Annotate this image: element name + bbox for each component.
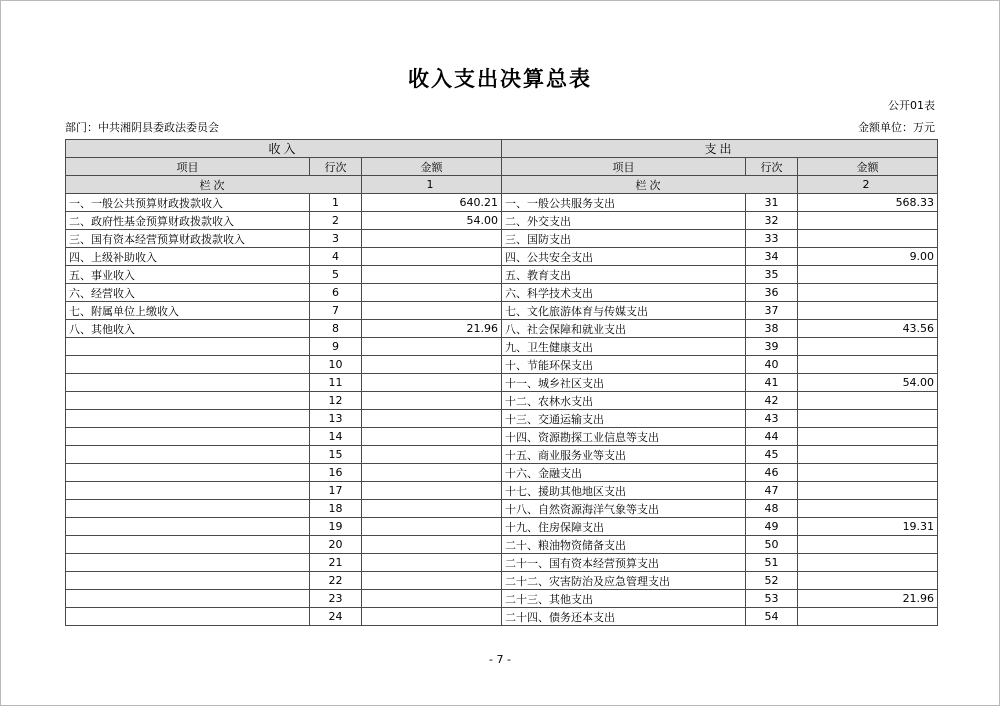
table-row: [66, 446, 938, 464]
cell-expense-row: 36: [746, 284, 798, 302]
column-header-expense-row: 行次: [746, 158, 798, 176]
cell-expense-amount: [798, 212, 938, 230]
table-row: [66, 266, 938, 284]
cell-expense-amount: [798, 284, 938, 302]
meta-row: [65, 119, 935, 135]
table-row: [66, 554, 938, 572]
cell-income-item: [66, 590, 310, 608]
budget-table: [65, 139, 938, 626]
cell-income-item: [66, 572, 310, 590]
table-row: [66, 284, 938, 302]
cell-expense-item: 十一、城乡社区支出: [502, 374, 746, 392]
cell-income-amount: [362, 554, 502, 572]
lane-label-income: 栏次: [66, 176, 362, 194]
cell-expense-item: 十四、资源勘探工业信息等支出: [502, 428, 746, 446]
sheet-label: 公开01表: [888, 99, 935, 112]
cell-expense-amount: 21.96: [798, 590, 938, 608]
cell-expense-row: 31: [746, 194, 798, 212]
cell-expense-item: 二十、粮油物资储备支出: [502, 536, 746, 554]
cell-income-amount: [362, 266, 502, 284]
cell-expense-amount: [798, 446, 938, 464]
department-label: 部门：中共湘阴县委政法委员会: [65, 121, 219, 134]
cell-income-row: 20: [310, 536, 362, 554]
table-row: [66, 536, 938, 554]
cell-expense-amount: [798, 572, 938, 590]
table-row: [66, 518, 938, 536]
table-row: [66, 212, 938, 230]
cell-income-item: [66, 536, 310, 554]
cell-income-row: 12: [310, 392, 362, 410]
cell-expense-item: 十二、农林水支出: [502, 392, 746, 410]
cell-expense-row: 51: [746, 554, 798, 572]
cell-expense-amount: [798, 356, 938, 374]
cell-expense-item: 六、科学技术支出: [502, 284, 746, 302]
cell-income-item: [66, 392, 310, 410]
cell-expense-amount: 43.56: [798, 320, 938, 338]
group-header-income: 收入: [66, 140, 502, 158]
cell-expense-row: 40: [746, 356, 798, 374]
table-row: [66, 356, 938, 374]
page-title: 收入支出决算总表: [408, 67, 592, 91]
cell-expense-row: 35: [746, 266, 798, 284]
group-header-expense: 支出: [502, 140, 938, 158]
cell-expense-item: 八、社会保障和就业支出: [502, 320, 746, 338]
cell-income-item: 三、国有资本经营预算财政拨款收入: [66, 230, 310, 248]
cell-income-item: [66, 500, 310, 518]
cell-income-amount: [362, 518, 502, 536]
cell-income-amount: [362, 230, 502, 248]
cell-expense-amount: [798, 464, 938, 482]
cell-expense-item: 十五、商业服务业等支出: [502, 446, 746, 464]
cell-expense-item: 四、公共安全支出: [502, 248, 746, 266]
cell-expense-amount: 54.00: [798, 374, 938, 392]
column-header-income-item: 项目: [66, 158, 310, 176]
unit-label: 金额单位：万元: [858, 121, 935, 134]
cell-expense-amount: 19.31: [798, 518, 938, 536]
cell-expense-row: 54: [746, 608, 798, 626]
cell-expense-row: 33: [746, 230, 798, 248]
cell-income-item: [66, 428, 310, 446]
lane-label-expense: 栏次: [502, 176, 798, 194]
cell-expense-item: 二十一、国有资本经营预算支出: [502, 554, 746, 572]
table-row: [66, 392, 938, 410]
cell-expense-row: 41: [746, 374, 798, 392]
cell-income-amount: [362, 392, 502, 410]
cell-income-amount: [362, 248, 502, 266]
table-row: [66, 590, 938, 608]
cell-income-amount: 640.21: [362, 194, 502, 212]
cell-income-item: [66, 374, 310, 392]
cell-income-row: 10: [310, 356, 362, 374]
cell-expense-item: 十、节能环保支出: [502, 356, 746, 374]
cell-expense-amount: [798, 500, 938, 518]
cell-income-amount: [362, 482, 502, 500]
cell-income-item: 七、附属单位上缴收入: [66, 302, 310, 320]
cell-expense-amount: [798, 266, 938, 284]
cell-expense-row: 39: [746, 338, 798, 356]
cell-expense-row: 38: [746, 320, 798, 338]
cell-income-amount: [362, 356, 502, 374]
table-row: [66, 302, 938, 320]
table-row: [66, 500, 938, 518]
cell-expense-item: 七、文化旅游体育与传媒支出: [502, 302, 746, 320]
table-row: [66, 194, 938, 212]
column-header-income-row: 行次: [310, 158, 362, 176]
cell-income-item: [66, 608, 310, 626]
table-row: [66, 572, 938, 590]
table-lane-row: [66, 176, 938, 194]
table-row: [66, 230, 938, 248]
cell-income-row: 2: [310, 212, 362, 230]
cell-income-amount: [362, 572, 502, 590]
cell-income-item: [66, 410, 310, 428]
lane-number-income: 1: [362, 176, 502, 194]
cell-expense-item: 二十四、债务还本支出: [502, 608, 746, 626]
cell-income-item: [66, 518, 310, 536]
cell-income-item: [66, 554, 310, 572]
cell-expense-item: 十九、住房保障支出: [502, 518, 746, 536]
cell-expense-row: 45: [746, 446, 798, 464]
cell-income-row: 24: [310, 608, 362, 626]
table-row: [66, 464, 938, 482]
table-row: [66, 320, 938, 338]
cell-income-amount: [362, 410, 502, 428]
cell-expense-amount: 568.33: [798, 194, 938, 212]
cell-income-amount: [362, 284, 502, 302]
cell-expense-amount: 9.00: [798, 248, 938, 266]
column-header-expense-item: 项目: [502, 158, 746, 176]
cell-expense-row: 42: [746, 392, 798, 410]
cell-expense-item: 二十二、灾害防治及应急管理支出: [502, 572, 746, 590]
cell-expense-amount: [798, 482, 938, 500]
cell-income-amount: [362, 590, 502, 608]
cell-income-item: [66, 338, 310, 356]
table-row: [66, 428, 938, 446]
cell-income-row: 7: [310, 302, 362, 320]
cell-income-amount: [362, 374, 502, 392]
cell-income-row: 9: [310, 338, 362, 356]
cell-expense-row: 47: [746, 482, 798, 500]
cell-income-row: 15: [310, 446, 362, 464]
column-header-income-amount: 金额: [362, 158, 502, 176]
cell-income-item: 五、事业收入: [66, 266, 310, 284]
cell-expense-item: 一、一般公共服务支出: [502, 194, 746, 212]
cell-expense-row: 37: [746, 302, 798, 320]
cell-income-row: 8: [310, 320, 362, 338]
cell-income-row: 6: [310, 284, 362, 302]
cell-expense-item: 二、外交支出: [502, 212, 746, 230]
cell-expense-amount: [798, 392, 938, 410]
cell-expense-amount: [798, 410, 938, 428]
cell-income-amount: [362, 608, 502, 626]
cell-expense-item: 二十三、其他支出: [502, 590, 746, 608]
cell-income-row: 18: [310, 500, 362, 518]
table-column-header-row: [66, 158, 938, 176]
cell-income-row: 23: [310, 590, 362, 608]
cell-expense-amount: [798, 230, 938, 248]
column-header-expense-amount: 金额: [798, 158, 938, 176]
cell-expense-amount: [798, 302, 938, 320]
table-row: [66, 248, 938, 266]
cell-expense-row: 44: [746, 428, 798, 446]
cell-income-row: 1: [310, 194, 362, 212]
cell-expense-amount: [798, 536, 938, 554]
cell-income-row: 21: [310, 554, 362, 572]
cell-income-item: 四、上级补助收入: [66, 248, 310, 266]
cell-income-row: 16: [310, 464, 362, 482]
cell-income-item: [66, 356, 310, 374]
cell-income-amount: [362, 536, 502, 554]
table-row: [66, 374, 938, 392]
cell-expense-row: 50: [746, 536, 798, 554]
cell-income-amount: 21.96: [362, 320, 502, 338]
cell-expense-amount: [798, 428, 938, 446]
cell-expense-row: 32: [746, 212, 798, 230]
cell-expense-item: 九、卫生健康支出: [502, 338, 746, 356]
cell-income-amount: [362, 428, 502, 446]
cell-income-amount: [362, 338, 502, 356]
cell-expense-item: 十六、金融支出: [502, 464, 746, 482]
cell-income-row: 13: [310, 410, 362, 428]
page-number: - 7 -: [489, 653, 511, 666]
cell-income-row: 14: [310, 428, 362, 446]
table-row: [66, 338, 938, 356]
cell-income-item: [66, 464, 310, 482]
cell-income-row: 11: [310, 374, 362, 392]
cell-income-amount: [362, 464, 502, 482]
cell-expense-amount: [798, 608, 938, 626]
cell-expense-item: 十七、援助其他地区支出: [502, 482, 746, 500]
table-row: [66, 410, 938, 428]
cell-income-amount: [362, 500, 502, 518]
cell-expense-row: 46: [746, 464, 798, 482]
table-row: [66, 608, 938, 626]
cell-expense-amount: [798, 554, 938, 572]
cell-income-item: [66, 446, 310, 464]
cell-income-row: 3: [310, 230, 362, 248]
cell-expense-row: 43: [746, 410, 798, 428]
cell-income-row: 19: [310, 518, 362, 536]
cell-expense-row: 48: [746, 500, 798, 518]
cell-income-amount: [362, 446, 502, 464]
cell-expense-amount: [798, 338, 938, 356]
cell-income-item: 二、政府性基金预算财政拨款收入: [66, 212, 310, 230]
cell-income-row: 17: [310, 482, 362, 500]
cell-expense-item: 五、教育支出: [502, 266, 746, 284]
cell-expense-row: 53: [746, 590, 798, 608]
cell-expense-row: 49: [746, 518, 798, 536]
cell-income-row: 22: [310, 572, 362, 590]
cell-expense-item: 三、国防支出: [502, 230, 746, 248]
cell-income-amount: [362, 302, 502, 320]
cell-expense-row: 34: [746, 248, 798, 266]
cell-income-row: 5: [310, 266, 362, 284]
cell-income-item: [66, 482, 310, 500]
cell-income-item: 六、经营收入: [66, 284, 310, 302]
cell-income-row: 4: [310, 248, 362, 266]
cell-expense-item: 十三、交通运输支出: [502, 410, 746, 428]
cell-expense-item: 十八、自然资源海洋气象等支出: [502, 500, 746, 518]
table-group-header-row: [66, 140, 938, 158]
cell-income-item: 一、一般公共预算财政拨款收入: [66, 194, 310, 212]
cell-income-amount: 54.00: [362, 212, 502, 230]
lane-number-expense: 2: [798, 176, 938, 194]
cell-expense-row: 52: [746, 572, 798, 590]
table-row: [66, 482, 938, 500]
cell-income-item: 八、其他收入: [66, 320, 310, 338]
